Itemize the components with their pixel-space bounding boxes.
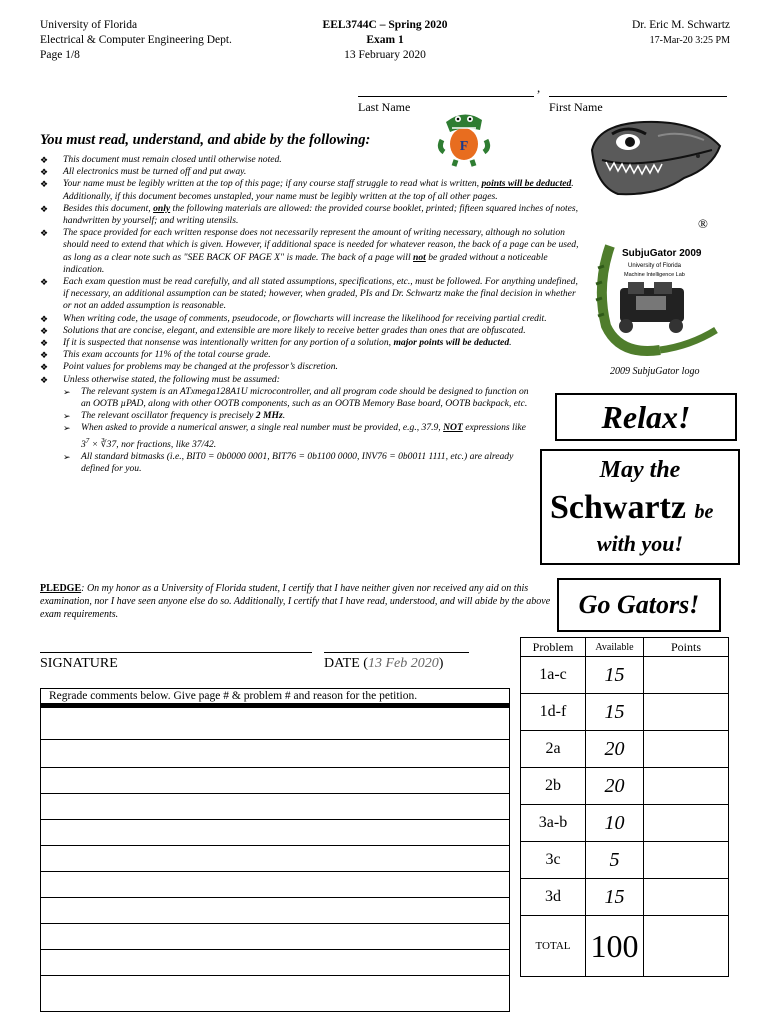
go-gators-box: Go Gators! <box>557 578 721 632</box>
department: Electrical & Computer Engineering Dept. <box>40 34 232 46</box>
date-value: 13 Feb 2020 <box>367 656 439 671</box>
points-cell[interactable] <box>644 694 729 731</box>
subjugator-subtitle: University of Florida <box>628 263 682 269</box>
table-row: 3c 5 <box>521 842 729 879</box>
diamond-bullet-icon: ❖ <box>40 277 49 288</box>
diamond-bullet-icon: ❖ <box>40 155 49 165</box>
name-comma: , <box>537 80 541 95</box>
points-header: Points <box>644 638 729 657</box>
regrade-line <box>41 739 509 740</box>
diamond-bullet-icon: ❖ <box>40 374 49 385</box>
header-left <box>40 18 232 63</box>
arrow-bullet-icon: ➢ <box>63 386 71 397</box>
rule-item: ❖ When writing code, the usage of comments, pseudocode, or flowcharts will increase the likelihood for receiving partial credit. <box>40 312 547 324</box>
schwartz-text: Schwartz be <box>550 489 714 526</box>
gator-head-logo-icon <box>588 116 724 204</box>
points-cell[interactable] <box>644 842 729 879</box>
points-cell[interactable] <box>644 805 729 842</box>
points-cell[interactable] <box>644 768 729 805</box>
regrade-line <box>41 819 509 820</box>
table-row: 1d-f 15 <box>521 694 729 731</box>
page-number: Page 1/8 <box>40 49 80 61</box>
assumption-item: ➢ All standard bitmasks (i.e., BIT0 = 0b0000 0001, BIT76 = 0b1100 0000, INV76 = 0b0011 1111, etc.) are already defined for you. <box>63 451 514 475</box>
subjugator-logo-icon <box>590 226 724 364</box>
rule-item: ❖ Solutions that are concise, elegant, and extensible are more likely to receive better grades than ones that are obfuscated. <box>40 324 526 336</box>
registered-mark: ® <box>698 216 708 231</box>
diamond-bullet-icon: ❖ <box>40 228 49 239</box>
diamond-bullet-icon: ❖ <box>40 350 49 361</box>
total-points-cell[interactable] <box>644 916 729 977</box>
regrade-line <box>41 845 509 846</box>
diamond-bullet-icon: ❖ <box>40 338 49 349</box>
points-cell[interactable] <box>644 731 729 768</box>
regrade-line <box>41 975 509 976</box>
last-name-label: Last Name <box>358 100 411 114</box>
rules-list <box>40 154 585 475</box>
problem-header: Problem <box>521 638 586 657</box>
regrade-box[interactable] <box>40 688 510 1012</box>
table-row: 1a-c 15 <box>521 657 729 694</box>
date-line[interactable] <box>324 652 469 653</box>
rule-item: ❖ Point values for problems may be changed at the professor’s discretion. <box>40 361 338 373</box>
regrade-line <box>41 767 509 768</box>
header-center <box>300 18 470 63</box>
last-name-field[interactable] <box>358 82 534 97</box>
subjugator-lab: Machine Intelligence Lab <box>624 272 685 278</box>
date-label: DATE (13 Feb 2020) <box>324 656 444 671</box>
rule-item: ❖ The space provided for each written response does not necessarily represent the amount of writing necessary, although no solution should need to extend that which is given. However, if additional space is needed for whatever reason, the back of a page can be used, as long as a clear note such as "SEE BACK OF PAGE X" is made. The back of a page will not be graded without a noticeable indication. <box>40 227 579 275</box>
subjugator-caption: 2009 SubjuGator logo <box>610 366 700 377</box>
rule-item: ❖ Your name must be legibly written at the top of this page; if any course staff struggle to read what is written, points will be deducted. Additionally, if this document becomes unstapled, your name must be legibly written at the top of all other pages. <box>40 178 574 202</box>
table-row: 3a-b 10 <box>521 805 729 842</box>
regrade-line <box>41 871 509 872</box>
exam-title: Exam 1 <box>366 34 404 46</box>
print-timestamp: 17-Mar-20 3:25 PM <box>649 35 730 46</box>
pledge: PLEDGE: On my honor as a University of Florida student, I certify that I have neither given nor received any aid on this examination, nor I have seen anyone else do so. Additionally, I certify that I have read, understood, and will abide by the above exam requirements. <box>40 583 551 620</box>
university: University of Florida <box>40 19 138 31</box>
arrow-bullet-icon: ➢ <box>63 452 71 463</box>
rule-item: ❖ Besides this document, only the following materials are allowed: the provided course booklet, printed; fifteen squared inches of notes, handwritten by yourself; and writing utensils. <box>40 202 579 227</box>
relax-box: Relax! <box>555 393 737 441</box>
rule-item: ❖ If it is suspected that nonsense was intentionally written for any portion of a solution, major points will be deducted. <box>40 337 512 349</box>
regrade-line <box>41 897 509 898</box>
table-row: 3d 15 <box>521 879 729 916</box>
rule-item: ❖ All electronics must be turned off and put away. <box>40 166 247 178</box>
signature-label: SIGNATURE <box>40 656 118 671</box>
assumption-item: ➢ The relevant system is an ATxmega128A1U microcontroller, and all program code should be designed to function on an OOTB µPAD, along with other OOTB components, such as an OOTB Memory Base board, OOTB backpack, etc. <box>63 385 529 410</box>
rule-item: ❖ This exam accounts for 11% of the total course grade. <box>40 349 271 361</box>
rule-item: ❖ This document must remain closed until otherwise noted. <box>40 154 282 165</box>
assumption-item: ➢ When asked to provide a numerical answer, a single real number must be provided, e.g., 37.9, NOT expressions like $3^7$ × ∛37, nor fractions, like 37/42. <box>63 422 526 450</box>
signature-line[interactable] <box>40 652 312 653</box>
available-header: Available <box>586 638 644 657</box>
table-row: 2a 20 <box>521 731 729 768</box>
may-the-schwartz-box <box>540 449 740 565</box>
may-the-text: May the <box>599 457 681 483</box>
rule-item: ❖ Each exam question must be read carefully, and all stated assumptions, specifications, etc., must be followed. For anything undefined, if necessary, an additional assumption can be stated; however, when graded, PIs and Dr. Schwartz make the final decision in whether or not an added assumption is reasonable. <box>40 276 578 312</box>
diamond-bullet-icon: ❖ <box>40 167 49 178</box>
diamond-bullet-icon: ❖ <box>40 362 49 373</box>
diamond-bullet-icon: ❖ <box>40 313 49 324</box>
diamond-bullet-icon: ❖ <box>40 179 49 190</box>
points-cell[interactable] <box>644 879 729 916</box>
exam-date: 13 February 2020 <box>344 49 426 61</box>
assumption-item: ➢ The relevant oscillator frequency is precisely 2 MHz. <box>63 410 286 422</box>
subjugator-title: SubjuGator 2009 <box>622 248 702 259</box>
table-row: 2b 20 <box>521 768 729 805</box>
rule-item: ❖ Unless otherwise stated, the following must be assumed: ➢ The relevant system is an ATxmega128A1U microcontroller, and all program code should be designed to function on an OOTB µPAD, along with other OOTB components, such as an OOTB Memory Base board, OOTB backpack, etc. ➢ The relevant oscillator frequency is precisely 2 MHz. ➢ When asked to provide a numerical answer, a single real number must be provided, e.g., 37.9, NOT expressions like $3^7$ × ∛37, nor fractions, like 37/42. ➢ All standard bitmasks (i.e., BIT0 = 0b0000 0001, BIT76 = 0b1100 0000, INV76 = 0b0011 1111, etc.) are already defined for you. <box>40 373 529 475</box>
total-row: TOTAL 100 <box>521 916 729 977</box>
mascot-letter: F <box>459 139 469 154</box>
regrade-line <box>41 923 509 924</box>
points-table <box>520 637 729 977</box>
first-name-label: First Name <box>549 100 603 114</box>
gator-mascot-icon <box>436 108 492 168</box>
regrade-line <box>41 949 509 950</box>
header-right <box>560 18 730 48</box>
arrow-bullet-icon: ➢ <box>63 423 71 434</box>
points-cell[interactable] <box>644 657 729 694</box>
assumptions-list <box>63 386 530 476</box>
course-title: EEL3744C – Spring 2020 <box>322 19 448 31</box>
diamond-bullet-icon: ❖ <box>40 203 49 214</box>
regrade-line <box>41 793 509 794</box>
regrade-divider <box>41 703 509 708</box>
regrade-title: Regrade comments below. Give page # & problem # and reason for the petition. <box>49 690 418 702</box>
with-you-text: with you! <box>596 531 684 556</box>
instructor: Dr. Eric M. Schwartz <box>631 19 730 31</box>
diamond-bullet-icon: ❖ <box>40 325 49 336</box>
rules-title: You must read, understand, and abide by the following: <box>40 132 371 148</box>
first-name-field[interactable] <box>549 82 727 97</box>
arrow-bullet-icon: ➢ <box>63 411 71 422</box>
